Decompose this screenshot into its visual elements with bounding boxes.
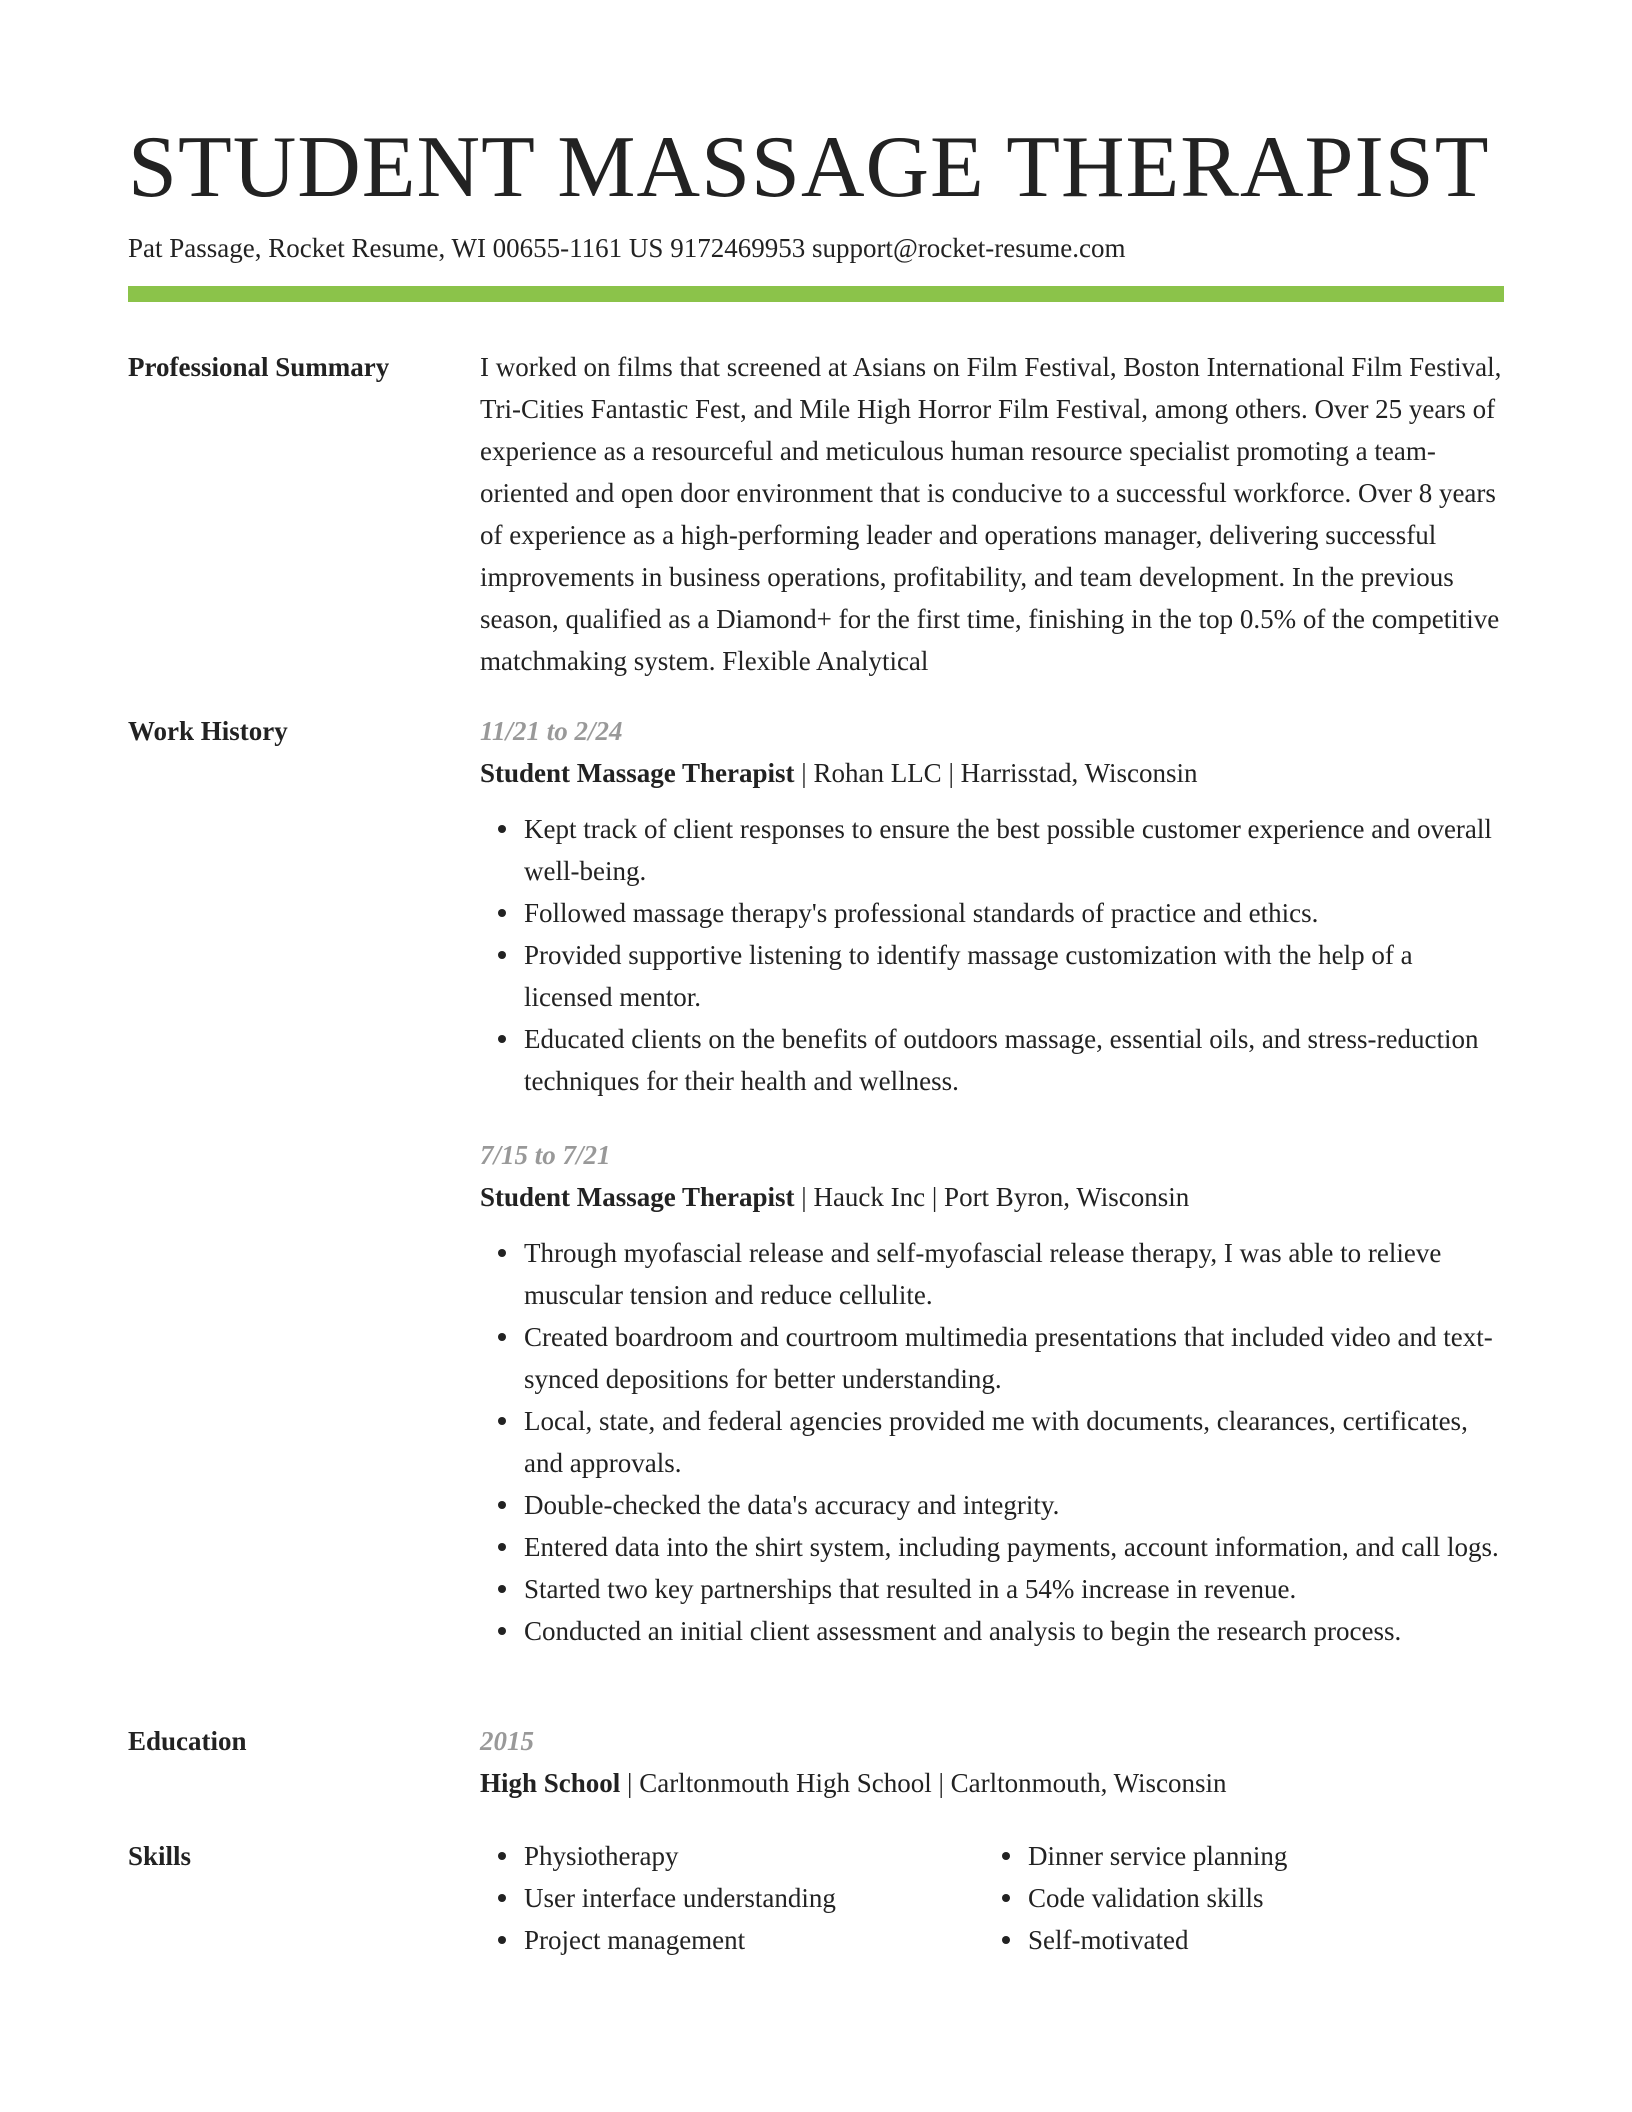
skill-item: Self-motivated [1028, 1919, 1488, 1961]
job-bullets [480, 808, 1504, 1102]
contact-info: Pat Passage, Rocket Resume, WI 00655-1161 US 9172469953 support@rocket-resume.com [128, 233, 1126, 263]
skills-heading: Skills [128, 1841, 192, 1871]
education-heading-line [480, 1762, 1504, 1804]
job-bullet: Local, state, and federal agencies provided me with documents, clearances, certificates, and approvals. [524, 1400, 1504, 1484]
skill-item: Physiotherapy [524, 1835, 984, 1877]
job-bullet: Started two key partnerships that resulted in a 54% increase in revenue. [524, 1568, 1504, 1610]
job-details: | Rohan LLC | Harrisstad, Wisconsin [794, 758, 1198, 788]
education-date: 2015 [480, 1726, 534, 1756]
skill-item: Dinner service planning [1028, 1835, 1488, 1877]
job-bullet: Double-checked the data's accuracy and integrity. [524, 1484, 1504, 1526]
skills-list [480, 1835, 984, 1961]
job-bullet: Conducted an initial client assessment and analysis to begin the research process. [524, 1610, 1504, 1652]
job-bullets [480, 1232, 1504, 1652]
skills-grid [480, 1835, 1504, 1961]
job-entry [480, 710, 1504, 1102]
job-bullet: Kept track of client responses to ensure the best possible customer experience and overall well-being. [524, 808, 1504, 892]
skill-item: Project management [524, 1919, 984, 1961]
education-degree: High School [480, 1768, 621, 1798]
education-details: | Carltonmouth High School | Carltonmouth, Wisconsin [620, 1768, 1227, 1798]
job-bullet: Provided supportive listening to identify massage customization with the help of a licensed mentor. [524, 934, 1504, 1018]
summary-text: I worked on films that screened at Asians on Film Festival, Boston International Film Festival, Tri-Cities Fantastic Fest, and Mile High Horror Film Festival, among others. Over 25 years of experience as a resourceful and meticulous human resource specialist promoting a team-oriented and open door environment that is conducive to a successful workforce. Over 8 years of experience as a high-performing leader and operations manager, delivering successful improvements in business operations, profitability, and team development. In the previous season, qualified as a Diamond+ for the first time, finishing in the top 0.5% of the competitive matchmaking system. Flexible Analytical [480, 352, 1502, 676]
skills-column-left [480, 1835, 984, 1961]
summary-heading: Professional Summary [128, 352, 390, 382]
education-heading: Education [128, 1726, 247, 1756]
job-entry [480, 1134, 1504, 1652]
resume-title: STUDENT MASSAGE THERAPIST [128, 119, 1490, 216]
job-role: Student Massage Therapist [480, 758, 795, 788]
skill-item: User interface understanding [524, 1877, 984, 1919]
job-bullet: Entered data into the shirt system, including payments, account information, and call logs. [524, 1526, 1504, 1568]
skill-item: Code validation skills [1028, 1877, 1488, 1919]
accent-divider [128, 286, 1504, 302]
job-date: 7/15 to 7/21 [480, 1140, 611, 1170]
job-details: | Hauck Inc | Port Byron, Wisconsin [794, 1182, 1190, 1212]
job-role: Student Massage Therapist [480, 1182, 795, 1212]
job-bullet: Followed massage therapy's professional standards of practice and ethics. [524, 892, 1504, 934]
job-date: 11/21 to 2/24 [480, 716, 623, 746]
job-bullet: Created boardroom and courtroom multimedia presentations that included video and text-synced depositions for better understanding. [524, 1316, 1504, 1400]
job-bullet: Educated clients on the benefits of outdoors massage, essential oils, and stress-reduction techniques for their health and wellness. [524, 1018, 1504, 1102]
skills-list [984, 1835, 1488, 1961]
job-heading [480, 1176, 1504, 1218]
work-history-heading: Work History [128, 716, 288, 746]
skills-column-right [984, 1835, 1488, 1961]
job-bullet: Through myofascial release and self-myofascial release therapy, I was able to relieve muscular tension and reduce cellulite. [524, 1232, 1504, 1316]
job-heading [480, 752, 1504, 794]
